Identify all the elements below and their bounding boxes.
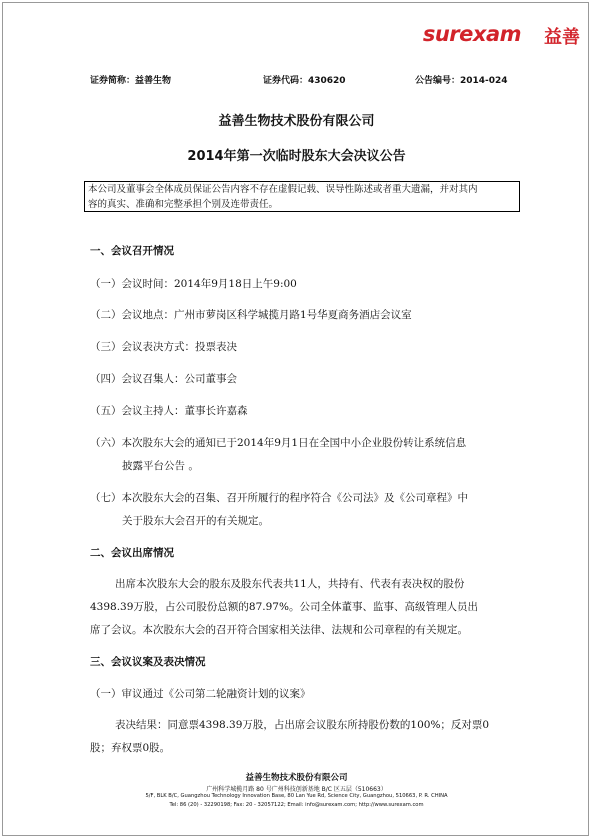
list-item: （一）审议通过《公司第二轮融资计划的议案》 [90, 688, 311, 700]
footer-address-en: 5/F, BLK B/C, Guangzhou Technology Innovation Base, 80 Lan Yue Rd, Science City, Guangzhou, 510663, P. R. CHINA [145, 793, 448, 799]
section2-heading: 二、会议出席情况 [90, 547, 174, 559]
company-name: 益善生物技术股份有限公司 [218, 114, 375, 129]
disclaimer-line-2: 容的真实、准确和完整承担个别及连带责任。 [88, 199, 279, 210]
list-item: （七）本次股东大会的召集、召开所履行的程序符合《公司法》及《公司章程》中 [90, 492, 468, 504]
surexam-logo: surexam [422, 22, 521, 46]
logo-chinese: 益善 [544, 27, 580, 48]
footer-company: 益善生物技术股份有限公司 [245, 773, 348, 783]
section3-heading: 三、会议议案及表决情况 [90, 656, 206, 668]
list-item: （六）本次股东大会的通知已于2014年9月1日在全国中小企业股份转让系统信息 [90, 437, 467, 449]
paragraph-line: 4398.39万股，占公司股份总额的87.97%。公司全体董事、监事、高级管理人员出 [90, 601, 478, 613]
footer-contact: Tel: 86 (20) - 32290198; Fax: 20 - 32057122; Email: info@surexam.com; http://www.surexam.com [169, 802, 424, 808]
list-item-continued: 关于股东大会召开的有关规定。 [122, 515, 269, 527]
notice-number: 公告编号：2014-024 [415, 76, 508, 86]
list-item: （三）会议表决方式：投票表决 [90, 341, 237, 353]
list-item-continued: 披露平台公告 。 [122, 460, 199, 472]
paragraph-line: 出席本次股东大会的股东及股东代表共11人，共持有、代表有表决权的股份 [115, 578, 465, 590]
list-item: （一）会议时间：2014年9月18日上午9:00 [90, 278, 297, 290]
paragraph-line: 股；弃权票0股。 [90, 742, 171, 754]
list-item: （五）会议主持人：董事长许嘉森 [90, 405, 248, 417]
paragraph-line: 席了会议。本次股东大会的召开符合国家相关法律、法规和公司章程的有关规定。 [90, 624, 468, 636]
disclaimer-line-1: 本公司及董事会全体成员保证公告内容不存在虚假记载、误导性陈述或者重大遗漏，并对其内 [88, 184, 478, 195]
stock-code: 证券代码：430620 [263, 76, 346, 86]
list-item: （四）会议召集人：公司董事会 [90, 373, 237, 385]
footer-address-cn: 广州科学城揽月路 80 号广州科技创新基地 B/C 区五层（510663） [206, 786, 387, 793]
paragraph-line: 表决结果：同意票4398.39万股，占出席会议股东所持股份数的100%；反对票0 [115, 719, 490, 731]
stock-name: 证券简称：益善生物 [90, 76, 172, 86]
section1-heading: 一、会议召开情况 [90, 245, 174, 257]
list-item: （二）会议地点：广州市萝岗区科学城揽月路1号华夏商务酒店会议室 [90, 309, 412, 321]
page-title: 2014年第一次临时股东大会决议公告 [187, 149, 406, 164]
disclaimer-box [84, 181, 520, 212]
